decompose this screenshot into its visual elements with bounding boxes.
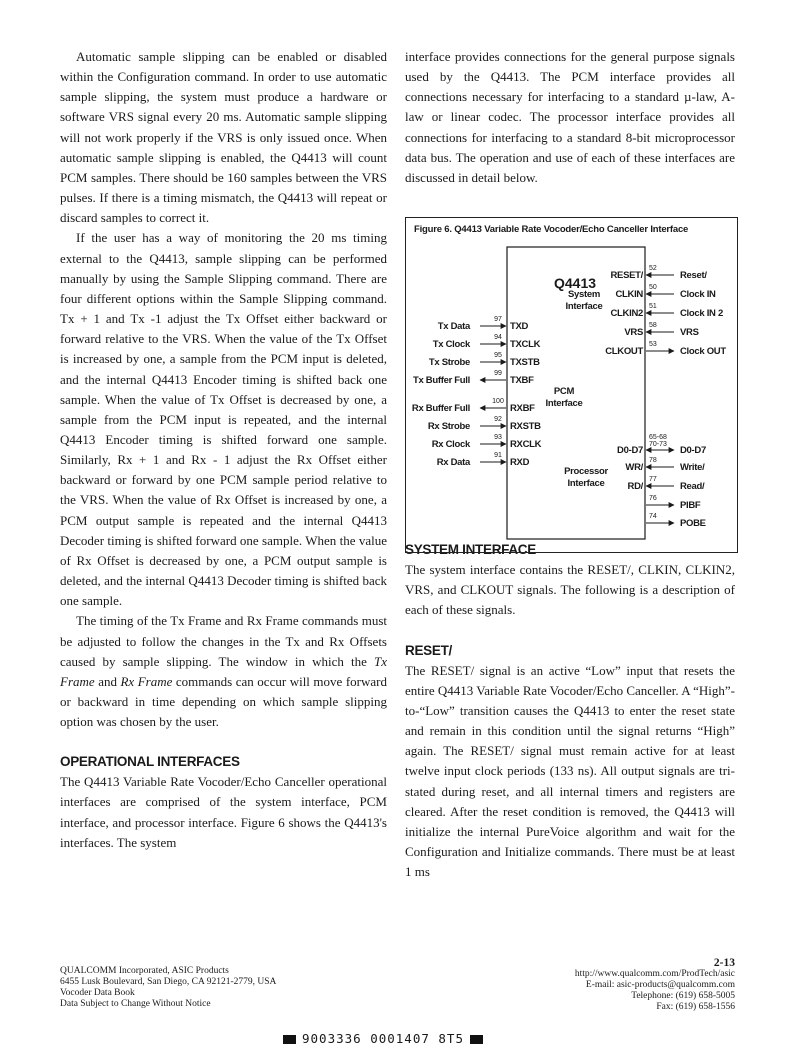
pin-number: 97 <box>494 316 502 323</box>
pin-rxclk: RXCLK <box>510 439 542 450</box>
pin-number: 78 <box>649 457 657 464</box>
pin-txd: TXD <box>510 321 529 332</box>
paragraph-reset: The RESET/ signal is an active “Low” input that resets the entire Q4413 Variable Rate Vocoder/Echo Canceller. A “High”-to-“Low” transition causes the Q4413 to enter the reset state and remain in this condition until the signal returns “High” again. The RESET/ signal must remain active for at least twelve input clock periods (133 ns). All output signals are tri-stated during reset, and all internal timers and registers are cleared. After the reset condition is removed, the Q4413 will initialize the internal PureVoice algorithm and wait for the Configuration and Initialize commands. There must be at least 1 ms <box>405 662 735 880</box>
pin-number: 100 <box>492 398 504 405</box>
signal-rx-strobe: Rx Strobe <box>427 421 470 432</box>
pin-txclk: TXCLK <box>510 339 541 350</box>
pin-number: 77 <box>649 476 657 483</box>
pin-number: 92 <box>494 416 502 423</box>
pin-rxd: RXD <box>510 457 530 468</box>
signal-pibf: PIBF <box>680 500 701 511</box>
group-label-processor: Processor <box>564 466 608 477</box>
signal-rx-buffer-full: Rx Buffer Full <box>411 403 470 414</box>
signal-tx-data: Tx Data <box>437 321 470 332</box>
group-label-pcm: Interface <box>545 398 583 409</box>
pin-number: 94 <box>494 334 502 341</box>
signal-rx-data: Rx Data <box>436 457 470 468</box>
pin-number: 99 <box>494 370 502 377</box>
paragraph-interfaces-intro: interface provides connections for the general purpose signals used by the Q4413. The PCM interface provides all connections necessary for interfacing to a standard µ-law, A-law or linear codec. The processor interface provides all connections for interfacing to a standard 8-bit microprocessor data bus. The operation and use of each of these interfaces are discussed in detail below. <box>405 49 735 185</box>
figure-6-box <box>405 217 738 553</box>
website-link[interactable]: http://www.qualcomm.com/ProdTech/asic <box>574 969 735 979</box>
signal-reset: Reset/ <box>680 270 707 281</box>
pin-number: 52 <box>649 265 657 272</box>
signal-tx-strobe: Tx Strobe <box>428 357 470 368</box>
signal-tx-buffer-full: Tx Buffer Full <box>412 375 470 386</box>
pin-number: 70-73 <box>649 441 667 448</box>
figure-title: Figure 6. Q4413 Variable Rate Vocoder/Echo Canceller Interface <box>414 224 689 235</box>
signal-d0-d7: D0-D7 <box>680 445 706 456</box>
paragraph-frame-timing: The timing of the Tx Frame and Rx Frame commands must be adjusted to follow the changes in the Tx and Rx Offsets caused by sample slipping. The window in which the Tx Frame and Rx Frame commands can occur will move forward or backward in time depending on which sample slipping option was chosen by the user. <box>60 613 387 730</box>
term-tx-frame: Tx Frame <box>60 653 387 689</box>
heading-operational-interfaces: OPERATIONAL INTERFACES <box>60 754 240 770</box>
footer-address: QUALCOMM Incorporated, ASIC Products 6455 Lusk Boulevard, San Diego, CA 92121-2779, USA Vocoder Data Book Data Subject to Change Without Notice <box>60 966 277 1009</box>
heading-reset: RESET/ <box>405 642 452 658</box>
pin-clkin2: CLKIN2 <box>610 308 643 319</box>
pin-number: 93 <box>494 434 502 441</box>
signal-read: Read/ <box>680 481 705 492</box>
paragraph-manual-slipping: If the user has a way of monitoring the 20 ms timing external to the Q4413, sample slipping can be performed manually by using the Sample Slipping command. There are four different options within the Sample Slipping command. Tx + 1 and Tx -1 adjust the Tx Offset either backward or forward relative to the VRS. When the value of the Tx Offset is increased by one, a sample from the PCM input is deleted, and the internal Q4413 Encoder timing is shifted back one sample. When the value of Tx Offset is decreased by one, a sample from the PCM input is repeated, and the internal Q4413 Encoder timing is shifted forward one sample. Similarly, Rx + 1 and Rx - 1 adjust the Rx Offset either backward or forward by one PCM sample period relative to the VRS. When the value of Rx Offset is increased by one, a PCM output sample is repeated and the internal Q4413 Decoder timing is shifted forward one sample. When the value of Rx Offset is decreased by one, a PCM output sample is deleted, and the internal Q4413 Decoder timing is shifted back one sample. <box>60 230 387 609</box>
left-column <box>60 47 387 853</box>
pin-clkin: CLKIN <box>615 289 643 300</box>
pin-txbf: TXBF <box>510 375 534 386</box>
paragraph-operational: The Q4413 Variable Rate Vocoder/Echo Canceller operational interfaces are comprised of the system interface, PCM interface, and processor interface. Figure 6 shows the Q4413's interfaces. The system <box>60 774 387 850</box>
pin-number: 65-68 <box>649 434 667 441</box>
interface-diagram <box>406 218 737 552</box>
signal-rx-clock: Rx Clock <box>431 439 470 450</box>
group-label-processor: Interface <box>567 478 605 489</box>
pin-number: 74 <box>649 513 657 520</box>
heading-system-interface: SYSTEM INTERFACE <box>405 542 536 558</box>
pin-vrs: VRS <box>624 327 643 338</box>
pin-number: 58 <box>649 322 657 329</box>
signal-vrs: VRS <box>680 327 699 338</box>
paragraph-auto-slipping: Automatic sample slipping can be enabled or disabled within the Configuration command. In order to use automatic sample slipping, the system must produce a hardware or software VRS signal every 20 ms. Automatic sample slipping will not work properly if the VRS is only issued once. When automatic sample slipping is enabled, the Q4413 will count PCM samples. There should be 160 samples between the VRS pulses. If there is a timing mismatch, the Q4413 will repeat or discard samples to correct it. <box>60 49 387 226</box>
pin-reset: RESET/ <box>610 270 643 281</box>
pin-txstb: TXSTB <box>510 357 540 368</box>
pin-number: 50 <box>649 284 657 291</box>
pin-d0-d7: D0-D7 <box>617 445 643 456</box>
signal-pobe: POBE <box>680 518 706 529</box>
group-label-pcm: PCM <box>553 386 575 397</box>
paragraph-system-interface: The system interface contains the RESET/, CLKIN, CLKIN2, VRS, and CLKOUT signals. The following is a description of each of these signals. <box>405 562 735 618</box>
pin-number: 91 <box>494 452 502 459</box>
email-link[interactable]: E-mail: asic-products@qualcomm.com <box>585 980 735 990</box>
signal-clock-in-2: Clock IN 2 <box>680 308 723 319</box>
pin-number: 95 <box>494 352 502 359</box>
group-label-system: Interface <box>565 301 603 312</box>
footer-contact: http://www.qualcomm.com/ProdTech/asic E-mail: asic-products@qualcomm.com Telephone: (619) 658-5005 Fax: (619) 658-1556 <box>574 969 735 1012</box>
chip-name: Q4413 <box>554 275 597 291</box>
pin-rxstb: RXSTB <box>510 421 541 432</box>
signal-tx-clock: Tx Clock <box>432 339 470 350</box>
pin-rxbf: RXBF <box>510 403 535 414</box>
group-label-system: System <box>568 289 600 300</box>
pin-number: 53 <box>649 341 657 348</box>
pin-rd: RD/ <box>627 481 643 492</box>
term-rx-frame: Rx Frame <box>120 673 173 689</box>
signal-clock-out: Clock OUT <box>680 346 726 357</box>
barcode-line: 9003336 0001407 8T5 <box>277 1031 489 1046</box>
pin-number: 51 <box>649 303 657 310</box>
page-number: 2-13 <box>713 957 735 969</box>
signal-clock-in: Clock IN <box>680 289 716 300</box>
pin-number: 76 <box>649 495 657 502</box>
pin-wr: WR/ <box>625 462 643 473</box>
pin-clkout: CLKOUT <box>605 346 643 357</box>
signal-write: Write/ <box>680 462 705 473</box>
